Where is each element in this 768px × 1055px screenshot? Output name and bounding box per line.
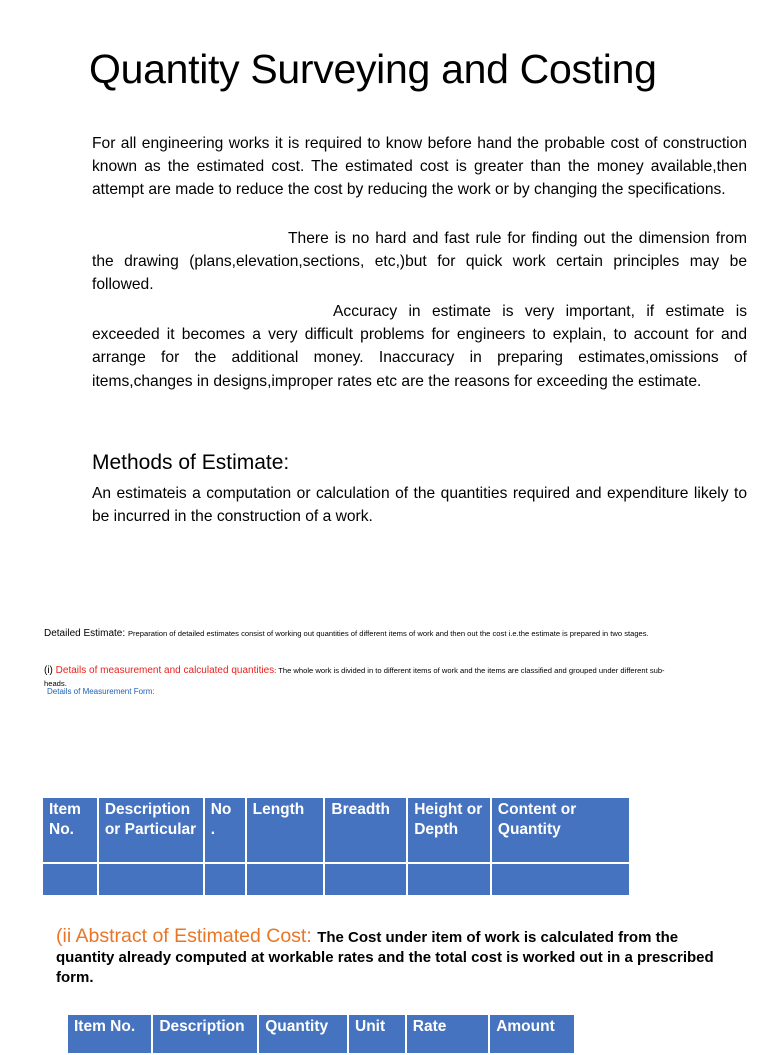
measurement-table [41, 796, 631, 897]
table-cell [324, 863, 407, 896]
details-measurement-text: : The whole work is divided in to different items of work and the items are classified and grouped under different sub-heads. [44, 666, 665, 688]
abstract-table-header-row [67, 1014, 575, 1054]
paragraph-estimated-cost: For all engineering works it is required to know before hand the probable cost of construction known as the estimated cost. The estimated cost is greater than the money available,then attempt are made to reduce the cost by reducing the work or by changing the specifications. [92, 135, 747, 199]
detailed-estimate [44, 626, 684, 640]
header-no: No . [204, 797, 246, 863]
details-measurement [44, 663, 684, 689]
table-cell [42, 863, 98, 896]
header-height: Height or Depth [407, 797, 491, 863]
table-cell [98, 863, 204, 896]
abstract-header-item-no: Item No. [67, 1014, 152, 1054]
header-item-no: Item No. [42, 797, 98, 863]
abstract-estimated-cost [56, 926, 716, 988]
header-content: Content or Quantity [491, 797, 630, 863]
header-length: Length [246, 797, 325, 863]
table-cell [246, 863, 325, 896]
header-description: Description or Particular [98, 797, 204, 863]
abstract-header-description: Description [152, 1014, 258, 1054]
abstract-header-unit: Unit [348, 1014, 406, 1054]
detailed-estimate-text: Preparation of detailed estimates consist of working out quantities of different items of work and then out the cost i.e.the estimate is prepared in two stages. [127, 629, 649, 638]
table-cell [407, 863, 491, 896]
abstract-text: The Cost under item of work is calculated from the quantity already computed at workable rates and the total cost is worked out in a prescribed form. [56, 929, 714, 986]
abstract-header-rate: Rate [406, 1014, 489, 1054]
methods-heading: Methods of Estimate: [92, 451, 290, 474]
table-cell [491, 863, 630, 896]
abstract-table [66, 1013, 576, 1055]
details-measurement-prefix: (i) [44, 665, 56, 676]
table-cell [204, 863, 246, 896]
table-row [42, 863, 630, 896]
paragraph-dimension-rules: There is no hard and fast rule for finding out the dimension from the drawing (plans,elevation,sections, etc,)but for quick work certain principles may be followed. [92, 230, 747, 294]
methods-text: An estimateis a computation or calculation of the quantities required and expenditure likely to be incurred in the construction of a work. [92, 485, 747, 526]
measurement-form-title: Details of Measurement Form: [47, 687, 155, 696]
abstract-header-quantity: Quantity [258, 1014, 348, 1054]
details-measurement-label: Details of measurement and calculated quantities [55, 665, 275, 676]
detailed-estimate-label: Detailed Estimate: [44, 628, 128, 639]
abstract-label: (ii Abstract of Estimated Cost: [56, 925, 318, 947]
paragraph-accuracy: Accuracy in estimate is very important, if estimate is exceeded it becomes a very difficult problems for engineers to explain, to account for and arrange for the additional money. Inaccuracy in preparing estimates,omissions of items,changes in designs,improper rates etc are the reasons for exceeding the estimate. [92, 303, 747, 390]
header-breadth: Breadth [324, 797, 407, 863]
abstract-header-amount: Amount [489, 1014, 575, 1054]
page-title: Quantity Surveying and Costing [89, 46, 657, 92]
measurement-table-header-row [42, 797, 630, 863]
